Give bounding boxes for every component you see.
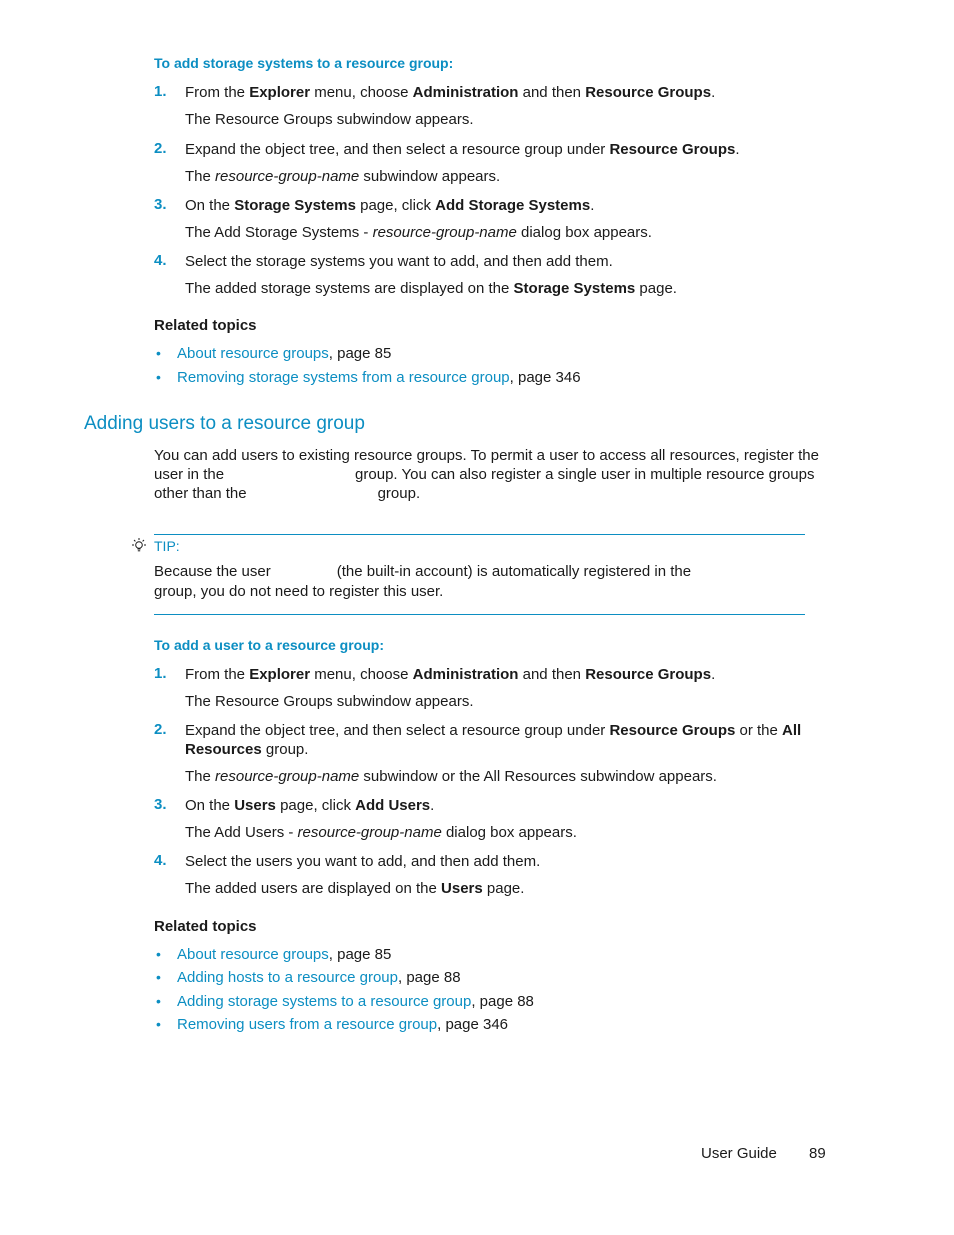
step-text: From the Explorer menu, choose Administration and then Resource Groups. bbox=[185, 84, 716, 101]
related-topic-link[interactable]: About resource groups bbox=[177, 946, 329, 963]
step-text: On the Storage Systems page, click Add Storage Systems. bbox=[185, 197, 595, 214]
bullet-icon: • bbox=[156, 969, 161, 985]
step-result: The added storage systems are displayed on the Storage Systems page. bbox=[185, 280, 677, 297]
bullet-icon: • bbox=[156, 345, 161, 361]
tip-body bbox=[154, 562, 794, 602]
related-topic-link[interactable]: Adding hosts to a resource group bbox=[177, 969, 398, 986]
tip-line: Because the user (the built-in account) is automatically registered in the bbox=[154, 563, 692, 580]
page-number: 89 bbox=[809, 1145, 826, 1162]
step-text: From the Explorer menu, choose Administration and then Resource Groups. bbox=[185, 666, 716, 683]
intro-line: You can add users to existing resource groups. To permit a user to access all resources, register the bbox=[154, 447, 819, 464]
step-text: Select the users you want to add, and then add them. bbox=[185, 853, 541, 870]
step-result: The resource-group-name subwindow or the All Resources subwindow appears. bbox=[185, 768, 717, 785]
step-result: The Resource Groups subwindow appears. bbox=[185, 111, 474, 128]
bullet-icon: • bbox=[156, 369, 161, 385]
related-topics-heading: Related topics bbox=[154, 918, 257, 935]
related-topic-item: Removing users from a resource group, page 346 bbox=[177, 1016, 509, 1033]
intro-line: user in the group. You can also register a single user in multiple resource groups bbox=[154, 466, 815, 483]
related-topic-link[interactable]: Adding storage systems to a resource group bbox=[177, 993, 472, 1010]
section-title: Adding users to a resource group bbox=[84, 413, 365, 434]
related-topic-link[interactable]: Removing users from a resource group bbox=[177, 1016, 438, 1033]
bullet-icon: • bbox=[156, 1016, 161, 1032]
step-result: The Add Users - resource-group-name dialog box appears. bbox=[185, 824, 577, 841]
step-number: 4. bbox=[154, 252, 167, 269]
step-text: On the Users page, click Add Users. bbox=[185, 797, 435, 814]
procedure-heading: To add storage systems to a resource group: bbox=[154, 55, 454, 71]
step-number: 2. bbox=[154, 140, 167, 157]
step-text: Expand the object tree, and then select a resource group under Resource Groups or the All Resources group. bbox=[185, 722, 802, 758]
step-number: 3. bbox=[154, 196, 167, 213]
step-number: 1. bbox=[154, 665, 167, 682]
tip-line: group, you do not need to register this user. bbox=[154, 583, 444, 600]
related-topic-item: Adding storage systems to a resource group, page 88 bbox=[177, 993, 534, 1010]
step-result: The resource-group-name subwindow appears. bbox=[185, 168, 501, 185]
step-result: The added users are displayed on the Users page. bbox=[185, 880, 525, 897]
step-text: Expand the object tree, and then select a resource group under Resource Groups. bbox=[185, 141, 740, 158]
procedure-heading: To add a user to a resource group: bbox=[154, 637, 385, 653]
tip-top-rule bbox=[154, 534, 805, 535]
tip-label: TIP: bbox=[154, 538, 180, 554]
step-result: The Resource Groups subwindow appears. bbox=[185, 693, 474, 710]
related-topic-link[interactable]: About resource groups bbox=[177, 345, 329, 362]
step-number: 2. bbox=[154, 721, 167, 738]
related-topic-item: Removing storage systems from a resource group, page 346 bbox=[177, 369, 581, 386]
bullet-icon: • bbox=[156, 946, 161, 962]
step-number: 1. bbox=[154, 83, 167, 100]
related-topics-heading: Related topics bbox=[154, 317, 257, 334]
step-number: 4. bbox=[154, 852, 167, 869]
bullet-icon: • bbox=[156, 993, 161, 1009]
step-number: 3. bbox=[154, 796, 167, 813]
related-topic-item: Adding hosts to a resource group, page 88 bbox=[177, 969, 461, 986]
tip-bottom-rule bbox=[154, 614, 805, 615]
lightbulb-icon bbox=[130, 537, 148, 555]
related-topic-item: About resource groups, page 85 bbox=[177, 345, 392, 362]
intro-line: other than the group. bbox=[154, 485, 421, 502]
footer-guide-title: User Guide bbox=[701, 1145, 777, 1162]
related-topic-item: About resource groups, page 85 bbox=[177, 946, 392, 963]
step-result: The Add Storage Systems - resource-group-name dialog box appears. bbox=[185, 224, 652, 241]
step-text: Select the storage systems you want to add, and then add them. bbox=[185, 253, 613, 270]
related-topic-link[interactable]: Removing storage systems from a resource group bbox=[177, 369, 510, 386]
intro-paragraph bbox=[154, 446, 819, 503]
